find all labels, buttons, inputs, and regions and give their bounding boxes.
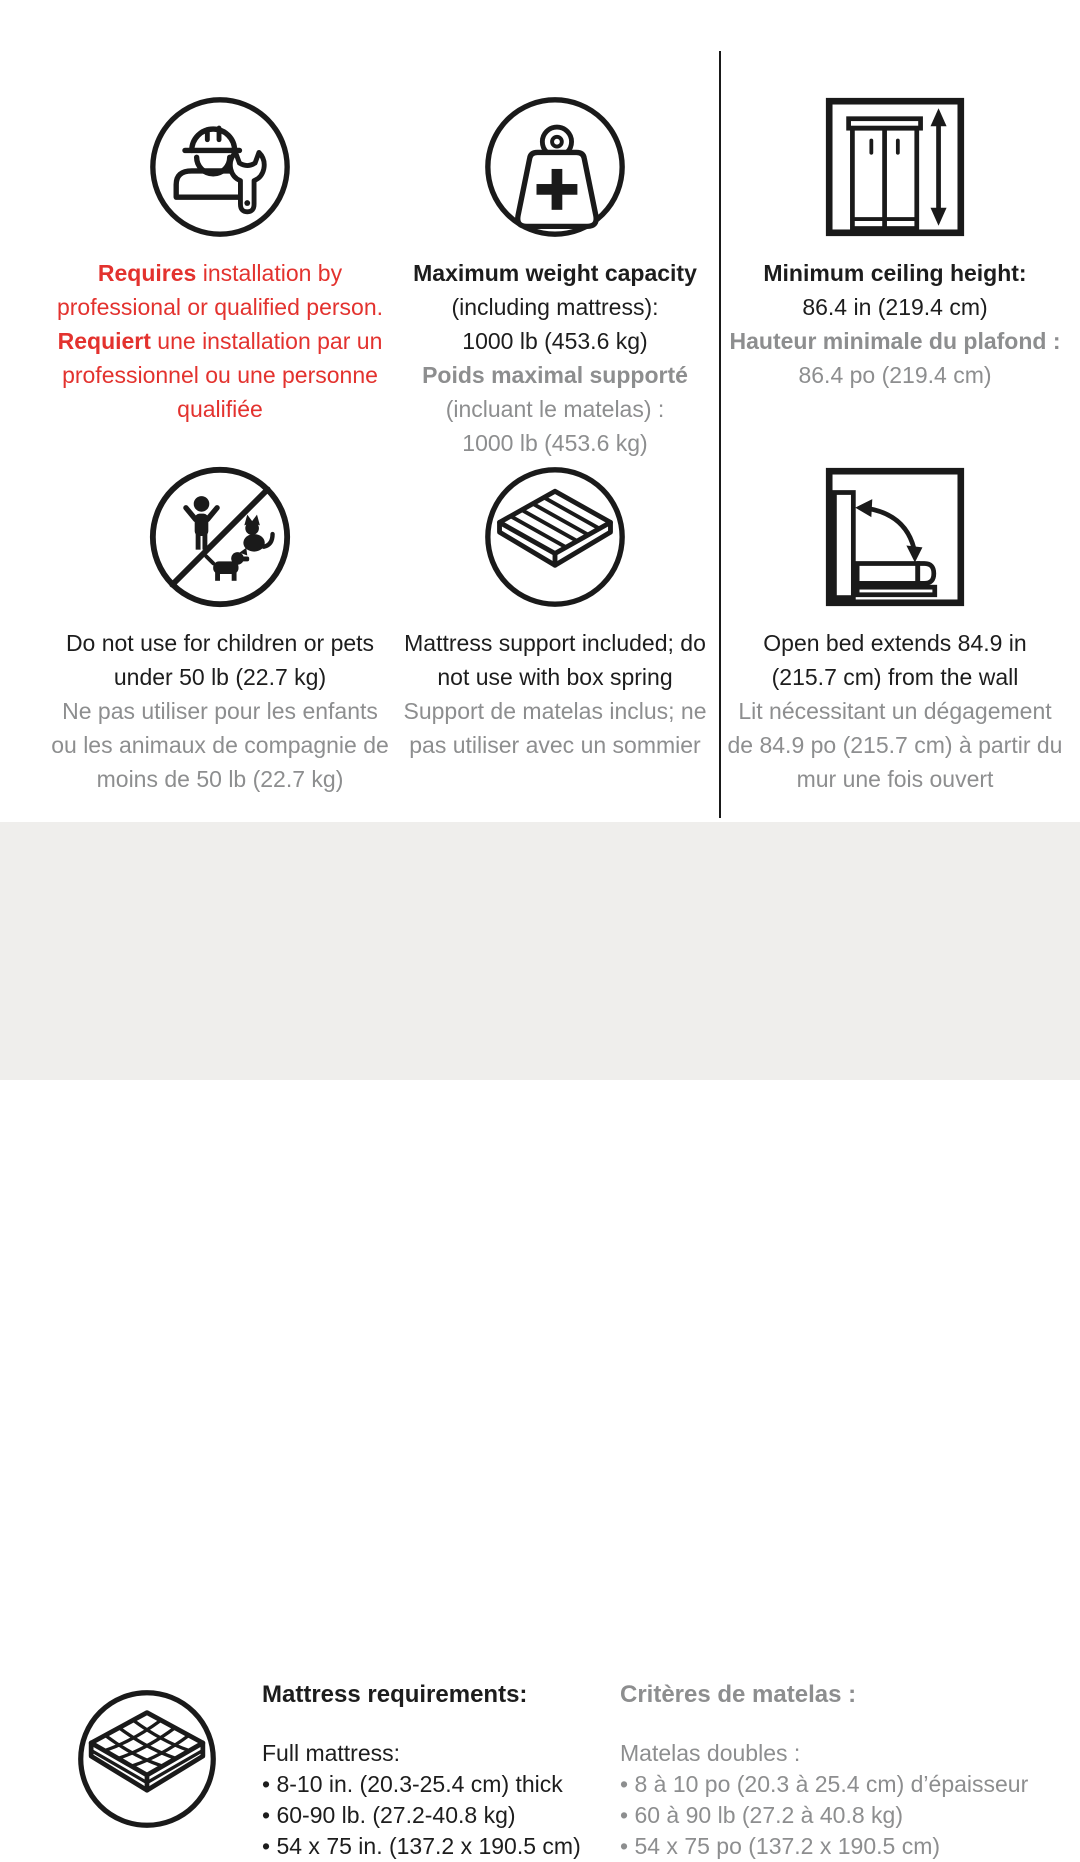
mattress-spec-item: • 8 à 10 po (20.3 à 25.4 cm) d’épaisseur bbox=[620, 1769, 1028, 1800]
weight-plus-icon bbox=[400, 94, 710, 240]
card-max-weight-text bbox=[400, 256, 710, 460]
card-line: (including mattress): bbox=[451, 294, 659, 320]
card-line: professional or qualified person. bbox=[56, 294, 384, 320]
no-children-pets-icon bbox=[30, 464, 410, 610]
card-line: Mattress support included; do bbox=[404, 630, 706, 656]
mattress-spec-item: • 60 à 90 lb (27.2 à 40.8 kg) bbox=[620, 1800, 1028, 1831]
card-ceiling-height bbox=[725, 94, 1065, 392]
card-line: ou les animaux de compagnie de bbox=[51, 732, 389, 758]
card-line: under 50 lb (22.7 kg) bbox=[113, 664, 327, 690]
card-line: 86.4 po (219.4 cm) bbox=[798, 362, 992, 388]
card-line: Requiert une installation par un bbox=[57, 328, 383, 354]
card-installation-text bbox=[30, 256, 410, 426]
mattress-spec-item: • 54 x 75 in. (137.2 x 190.5 cm) bbox=[262, 1831, 581, 1862]
card-line: mur une fois ouvert bbox=[796, 766, 994, 792]
mattress-requirements-fr bbox=[620, 1680, 1028, 1862]
mattress-size-label-en: Full mattress: bbox=[262, 1740, 401, 1766]
card-line: Poids maximal supporté bbox=[422, 362, 688, 388]
card-line: Maximum weight capacity bbox=[413, 260, 697, 286]
ceiling-height-icon bbox=[725, 94, 1065, 240]
mattress-requirements-en bbox=[262, 1680, 581, 1862]
card-line: not use with box spring bbox=[437, 664, 673, 690]
card-openbed-text bbox=[720, 626, 1070, 796]
card-line: Minimum ceiling height: bbox=[763, 260, 1027, 286]
card-line: Do not use for children or pets bbox=[65, 630, 375, 656]
mattress-requirements-band bbox=[0, 822, 1080, 1859]
card-ceiling-text bbox=[725, 256, 1065, 392]
card-children-text bbox=[30, 626, 410, 796]
open-bed-icon bbox=[720, 464, 1070, 610]
mattress-spec-item: • 54 x 75 po (137.2 x 190.5 cm) bbox=[620, 1831, 1028, 1862]
card-line: Lit nécessitant un dégagement bbox=[738, 698, 1052, 724]
worker-wrench-icon bbox=[30, 94, 410, 240]
card-line: pas utiliser avec un sommier bbox=[409, 732, 701, 758]
card-line: (215.7 cm) from the wall bbox=[771, 664, 1019, 690]
card-line: Ne pas utiliser pour les enfants bbox=[62, 698, 378, 724]
card-no-children-pets bbox=[30, 464, 410, 796]
card-open-bed bbox=[720, 464, 1070, 796]
card-line: professionnel ou une personne bbox=[62, 362, 378, 388]
card-line: 1000 lb (453.6 kg) bbox=[462, 328, 648, 354]
card-line: Requires installation by bbox=[97, 260, 343, 286]
card-line: 86.4 in (219.4 cm) bbox=[802, 294, 988, 320]
card-line: (incluant le matelas) : bbox=[445, 396, 665, 422]
card-line: de 84.9 po (215.7 cm) à partir du bbox=[727, 732, 1063, 758]
card-line: qualifiée bbox=[177, 396, 263, 422]
mattress-requirements-title-en: Mattress requirements: bbox=[262, 1681, 528, 1708]
card-support-text bbox=[400, 626, 710, 762]
mattress-icon bbox=[76, 1688, 218, 1835]
card-line: moins de 50 lb (22.7 kg) bbox=[96, 766, 344, 792]
card-mattress-support bbox=[400, 464, 710, 762]
card-line: Hauteur minimale du plafond : bbox=[729, 328, 1061, 354]
card-line: Support de matelas inclus; ne bbox=[403, 698, 707, 724]
mattress-spec-item: • 8-10 in. (20.3-25.4 cm) thick bbox=[262, 1769, 581, 1800]
mattress-spec-item: • 60-90 lb. (27.2-40.8 kg) bbox=[262, 1800, 581, 1831]
mattress-requirements-title-fr: Critères de matelas : bbox=[620, 1681, 857, 1708]
card-line: 1000 lb (453.6 kg) bbox=[462, 430, 648, 456]
card-line: Open bed extends 84.9 in bbox=[763, 630, 1027, 656]
mattress-size-label-fr: Matelas doubles : bbox=[620, 1740, 801, 1766]
slat-support-icon bbox=[400, 464, 710, 610]
card-installation bbox=[30, 94, 410, 426]
card-max-weight bbox=[400, 94, 710, 460]
